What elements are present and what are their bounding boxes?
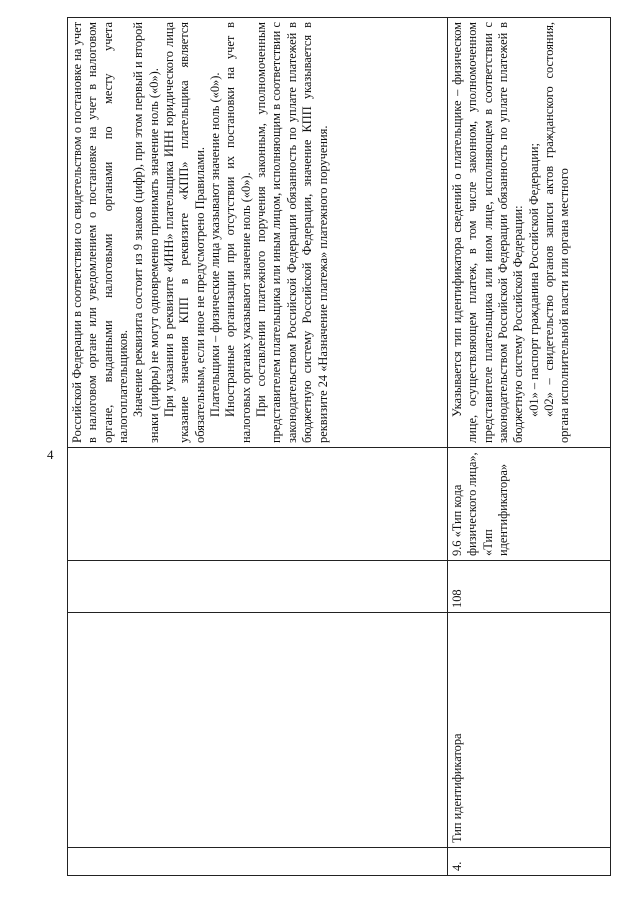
description-paragraph: Значение реквизита состоит из 9 знаков (цифр), при этом первый и второй знаки (цифры) не могут одновременно принимать значение ноль («0»).	[131, 22, 161, 443]
field-name-cell	[68, 448, 448, 561]
requisites-table	[67, 17, 611, 876]
description-paragraph: При составлении платежного поручения законным, уполномоченным представителем плательщика или иным лицом, исполняющим в соответствии с законодательством Российской Федерации обязанность по уплате платежей в бюджетную систему Российской Федерации, значение КПП указывается в реквизите 24 «Назначение платежа» платежного поручения.	[254, 22, 330, 443]
description-paragraph: Плательщики – физические лица указывают значение ноль («0»).	[208, 72, 223, 417]
table-row	[68, 18, 448, 876]
row-number-cell	[68, 848, 448, 876]
requisite-name-cell: Тип идентификатора	[448, 613, 611, 848]
page-number: 4	[47, 447, 54, 462]
requisite-code-cell: 108	[448, 561, 611, 613]
description-paragraph: Указывается тип идентификатора сведений о плательщике – физическом лице, осуществляющем платеж, в том числе законном, уполномоченном представителе плательщика или ином лице, исполняющем в соответствии с законодательством Российской Федерации обязанность по уплате платежей в бюджетную систему Российской Федерации:	[450, 22, 526, 443]
table-row	[448, 18, 611, 876]
description-paragraph: Российской Федерации в соответствии со свидетельством о постановке на учет в налоговом органе или уведомлением о постановке на учет в налоговом органе, выданными налоговыми органами по месту учета налогоплательщиков.	[70, 22, 131, 443]
description-cell	[448, 18, 611, 448]
requisite-name-cell	[68, 613, 448, 848]
field-name-cell: 9.6 «Тип кода физического лица», «Тип идентификатора»	[448, 448, 611, 561]
requisite-code-cell	[68, 561, 448, 613]
rotated-table-wrapper	[67, 18, 600, 876]
description-paragraph: Иностранные организации при отсутствии их постановки на учет в налоговых органах указывают значение ноль («0»).	[223, 22, 253, 443]
description-cell	[68, 18, 448, 448]
row-number-cell: 4.	[448, 848, 611, 876]
description-paragraph: «01» – паспорт гражданина Российской Федерации;	[526, 143, 541, 417]
description-paragraph: При указании в реквизите «ИНН» плательщика ИНН юридического лица указание значения КПП в реквизите «КПП» плательщика является обязательным, если иное не предусмотрено Правилами.	[162, 22, 207, 443]
description-paragraph: «02» – свидетельство органов записи актов гражданского состояния, органа исполнительной власти или органа местного	[542, 22, 572, 443]
